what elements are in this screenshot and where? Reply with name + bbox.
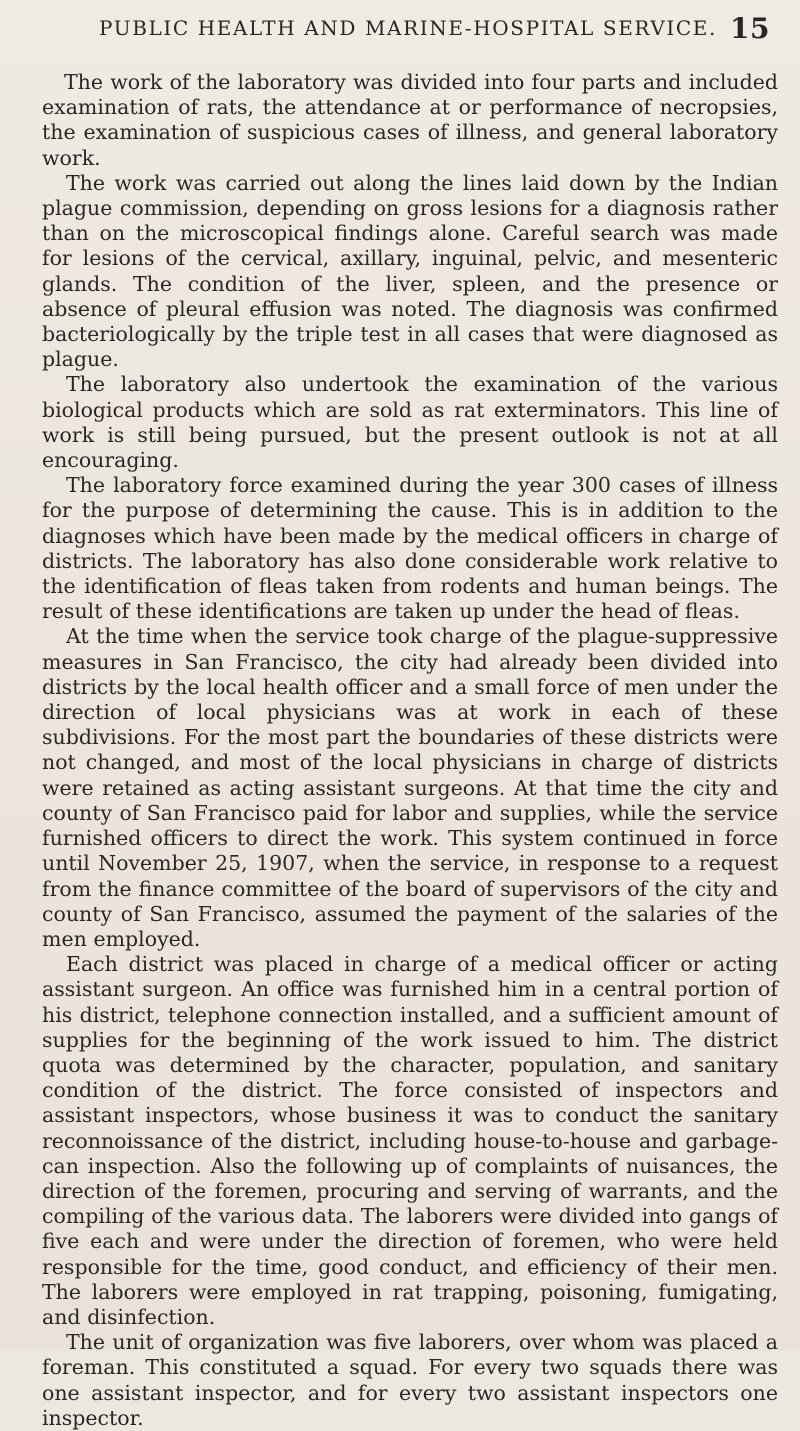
running-title: PUBLIC HEALTH AND MARINE-HOSPITAL SERVICE. bbox=[99, 16, 717, 40]
paragraph: The laboratory also undertook the examination of the various biological products which are sold as rat exterminators. This line of work is still being pursued, but the present outlook is not at all encouraging. bbox=[42, 372, 778, 473]
paragraph: Each district was placed in charge of a medical officer or acting assistant surgeon. An office was furnished him in a central portion of his district, telephone connection installed, and a sufficient amount of supplies for the beginning of the work issued to him. The district quota was determined by the character, population, and sanitary condition of the district. The force consisted of inspectors and assistant inspectors, whose business it was to conduct the sanitary reconnoissance of the district, including house-to-house and garbage-can inspection. Also the following up of complaints of nuisances, the direction of the foremen, procuring and serving of warrants, and the compiling of the various data. The laborers were divided into gangs of five each and were under the direction of foremen, who were held responsible for the time, good conduct, and efficiency of their men. The laborers were employed in rat trapping, poisoning, fumigating, and disinfection. bbox=[42, 952, 778, 1329]
paragraph: At the time when the service took charge of the plague-suppressive measures in San Francisco, the city had already been divided into districts by the local health officer and a small force of men under the direction of local physicians was at work in each of these subdivisions. For the most part the boundaries of these districts were not changed, and most of the local physicians in charge of districts were retained as acting assistant surgeons. At that time the city and county of San Francisco paid for labor and supplies, while the service furnished officers to direct the work. This system continued in force until November 25, 1907, when the service, in response to a request from the finance committee of the board of supervisors of the city and county of San Francisco, assumed the payment of the salaries of the men employed. bbox=[42, 624, 778, 951]
page-number: 15 bbox=[730, 11, 770, 45]
paragraph: The unit of organization was five laborers, over whom was placed a foreman. This constituted a squad. For every two squads there was one assistant inspector, and for every two assistant inspectors one inspector. bbox=[42, 1330, 778, 1430]
running-header bbox=[36, 10, 770, 46]
body-text bbox=[42, 70, 778, 1431]
paragraph: The laboratory force examined during the year 300 cases of illness for the purpose of determining the cause. This is in addition to the diagnoses which have been made by the medical officers in charge of districts. The laboratory has also done considerable work relative to the identification of fleas taken from rodents and human beings. The result of these identifications are taken up under the head of fleas. bbox=[42, 473, 778, 624]
paragraph: The work of the laboratory was divided into four parts and included examination of rats, the attendance at or performance of necropsies, the examination of suspicious cases of illness, and general laboratory work. bbox=[42, 70, 778, 170]
paragraph: The work was carried out along the lines laid down by the Indian plague commission, depending on gross lesions for a diagnosis rather than on the microscopical findings alone. Careful search was made for lesions of the cervical, axillary, inguinal, pelvic, and mesenteric glands. The condition of the liver, spleen, and the presence or absence of pleural effusion was noted. The diagnosis was confirmed bacteriologically by the triple test in all cases that were diagnosed as plague. bbox=[42, 170, 778, 372]
